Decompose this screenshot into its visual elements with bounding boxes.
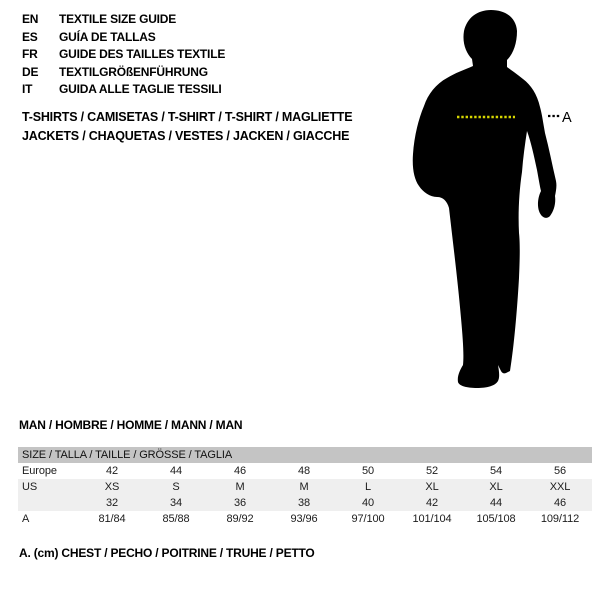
table-row	[18, 463, 592, 479]
table-row	[18, 511, 592, 527]
language-code: IT	[22, 82, 33, 97]
language-row	[22, 64, 225, 82]
language-code: EN	[22, 12, 39, 26]
size-cell: 85/88	[162, 513, 190, 525]
row-label: Europe	[22, 465, 57, 477]
size-cell: 36	[233, 497, 247, 509]
size-cell: 46	[553, 497, 567, 509]
size-cell: 44	[169, 465, 183, 477]
category-line-tshirts: T-SHIRTS / CAMISETAS / T-SHIRT / T-SHIRT / MAGLIETTE	[22, 110, 353, 124]
language-row	[22, 29, 225, 47]
size-cell: 42	[105, 465, 119, 477]
section-title-man: MAN / HOMBRE / HOMME / MANN / MAN	[19, 418, 243, 432]
language-label: GUIDA ALLE TAGLIE TESSILI	[59, 82, 222, 97]
size-cell: XS	[104, 481, 120, 493]
man-silhouette-svg	[400, 5, 600, 395]
size-cell: 109/112	[540, 513, 580, 525]
size-cell: 48	[297, 465, 311, 477]
row-label: A	[22, 513, 30, 525]
size-cell: 44	[489, 497, 503, 509]
size-cell: 93/96	[290, 513, 318, 525]
size-cell: 50	[361, 465, 375, 477]
size-cell: 32	[105, 497, 119, 509]
size-cell: M	[299, 481, 309, 493]
language-label: TEXTILE SIZE GUIDE	[59, 12, 177, 26]
size-cell: XL	[425, 481, 439, 493]
size-cell: 52	[425, 465, 439, 477]
size-cell: S	[172, 481, 180, 493]
size-table-body	[18, 463, 592, 527]
measurement-footnote: A. (cm) CHEST / PECHO / POITRINE / TRUHE / PETTO	[19, 546, 315, 560]
size-cell: 42	[425, 497, 439, 509]
size-cell: 97/100	[351, 513, 385, 525]
category-list	[22, 108, 352, 145]
language-row	[22, 11, 225, 29]
size-cell: 46	[233, 465, 247, 477]
language-code: ES	[22, 29, 38, 44]
language-row	[22, 46, 225, 64]
language-row	[22, 81, 225, 99]
table-row	[18, 495, 592, 511]
category-line-jackets: JACKETS / CHAQUETAS / VESTES / JACKEN / GIACCHE	[22, 128, 350, 143]
measure-label-a: A	[562, 110, 572, 126]
language-code: FR	[22, 47, 38, 62]
language-list	[22, 11, 225, 99]
size-table	[18, 447, 592, 527]
size-cell: M	[235, 481, 245, 493]
size-table-header: SIZE / TALLA / TAILLE / GRÖSSE / TAGLIA	[18, 447, 592, 463]
size-cell: 54	[489, 465, 503, 477]
size-cell: 89/92	[226, 513, 254, 525]
size-cell: 38	[297, 497, 311, 509]
language-label: GUÍA DE TALLAS	[59, 29, 156, 44]
size-cell: 105/108	[476, 513, 516, 525]
size-cell: 34	[169, 497, 183, 509]
row-label: US	[22, 481, 38, 493]
language-label: TEXTILGRÖßENFÜHRUNG	[59, 64, 208, 79]
size-cell: L	[364, 481, 372, 493]
size-cell: 56	[553, 465, 567, 477]
language-code: DE	[22, 64, 39, 79]
size-cell: XXL	[549, 481, 571, 493]
size-cell: XL	[489, 481, 503, 493]
size-cell: 101/104	[412, 513, 452, 525]
row-label	[18, 495, 80, 511]
size-cell: 81/84	[98, 513, 126, 525]
language-label: GUIDE DES TAILLES TEXTILE	[59, 47, 226, 62]
man-silhouette	[413, 10, 557, 388]
table-row	[18, 479, 592, 495]
size-cell: 40	[361, 497, 375, 509]
man-silhouette-figure	[400, 5, 600, 395]
